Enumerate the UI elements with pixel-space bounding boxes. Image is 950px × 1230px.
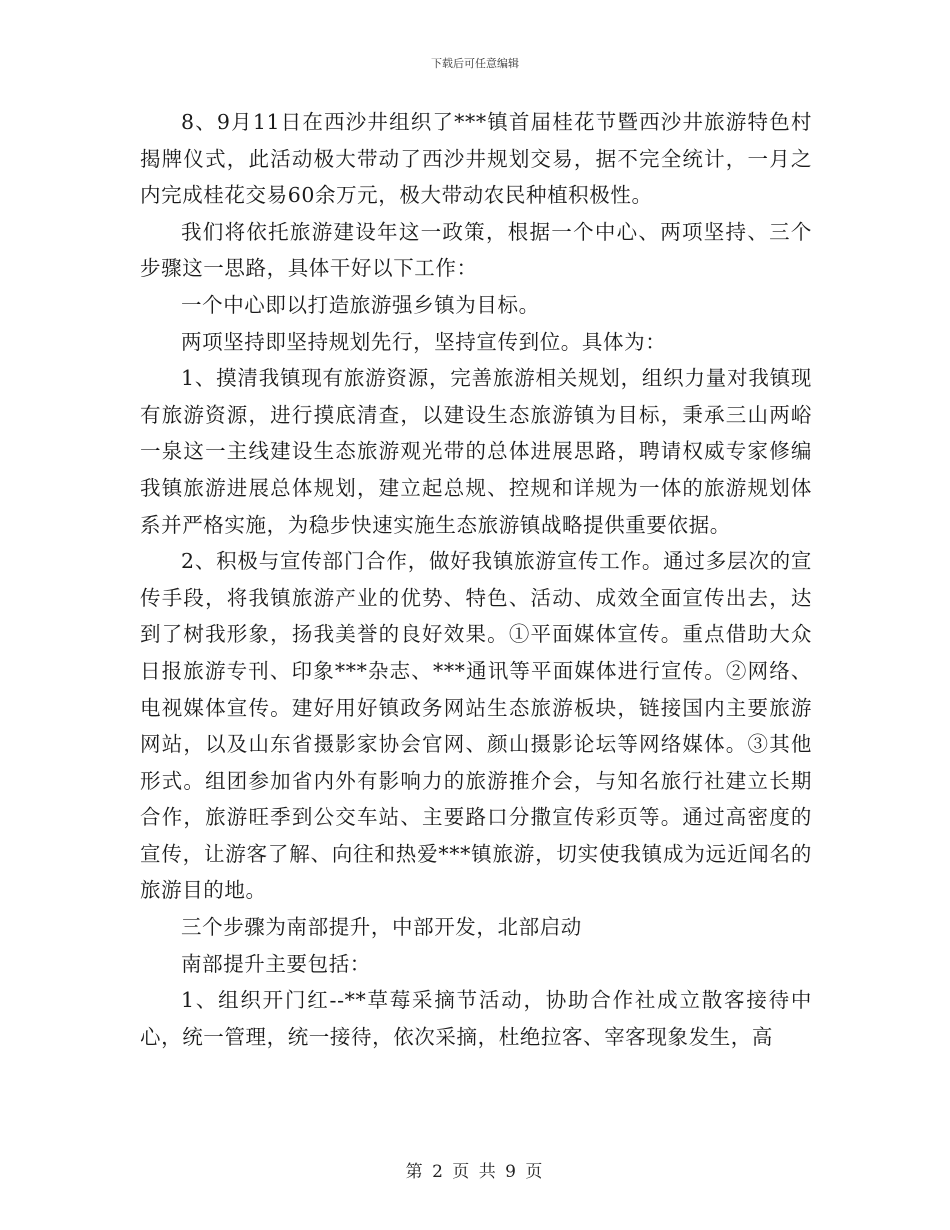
paragraph-7: 三个步骤为南部提升，中部开发，北部启动 bbox=[181, 915, 582, 940]
page-footer: 第 2 页 共 9 页 bbox=[405, 1162, 545, 1182]
paragraph-4: 两项坚持即坚持规划先行，坚持宣传到位。具体为： bbox=[181, 329, 667, 354]
paragraph-1: 8、9月11日在西沙井组织了***镇首届桂花节暨西沙井旅游特色村揭牌仪式，此活动极大带动了西沙井规划交易，据不完全统计，一月之内完成桂花交易60余万元，极大带动农民种植积极性。 bbox=[140, 110, 812, 208]
page-header: 下载后可任意编辑 bbox=[431, 57, 519, 70]
paragraph-2: 我们将依托旅游建设年这一政策，根据一个中心、两项坚持、三个步骤这一思路，具体干好以下工作： bbox=[140, 219, 812, 281]
document-body bbox=[140, 104, 812, 1055]
paragraph-5: 1、摸清我镇现有旅游资源，完善旅游相关规划，组织力量对我镇现有旅游资源，进行摸底清查，以建设生态旅游镇为目标，秉承三山两峪一泉这一主线建设生态旅游观光带的总体进展思路，聘请权威专家修编我镇旅游进展总体规划，建立起总规、控规和详规为一体的旅游规划体系并严格实施，为稳步快速实施生态旅游镇战略提供重要依据。 bbox=[140, 366, 812, 537]
paragraph-3: 一个中心即以打造旅游强乡镇为目标。 bbox=[181, 292, 540, 317]
paragraph-9: 1、组织开门红--**草莓采摘节活动，协助合作社成立散客接待中心，统一管理，统一接待，依次采摘，杜绝拉客、宰客现象发生，高 bbox=[140, 988, 812, 1049]
paragraph-6: 2、积极与宣传部门合作，做好我镇旅游宣传工作。通过多层次的宣传手段，将我镇旅游产业的优势、特色、活动、成效全面宣传出去，达到了树我形象，扬我美誉的良好效果。①平面媒体宣传。重点借助大众日报旅游专刊、印象***杂志、***通讯等平面媒体进行宣传。②网络、电视媒体宣传。建好用好镇政务网站生态旅游板块，链接国内主要旅游网站，以及山东省摄影家协会官网、颜山摄影论坛等网络媒体。③其他形式。组团参加省内外有影响力的旅游推介会，与知名旅行社建立长期合作，旅游旺季到公交车站、主要路口分撒宣传彩页等。通过高密度的宣传，让游客了解、向往和热爱***镇旅游，切实使我镇成为远近闻名的旅游目的地。 bbox=[140, 549, 812, 903]
paragraph-8: 南部提升主要包括： bbox=[181, 951, 371, 976]
